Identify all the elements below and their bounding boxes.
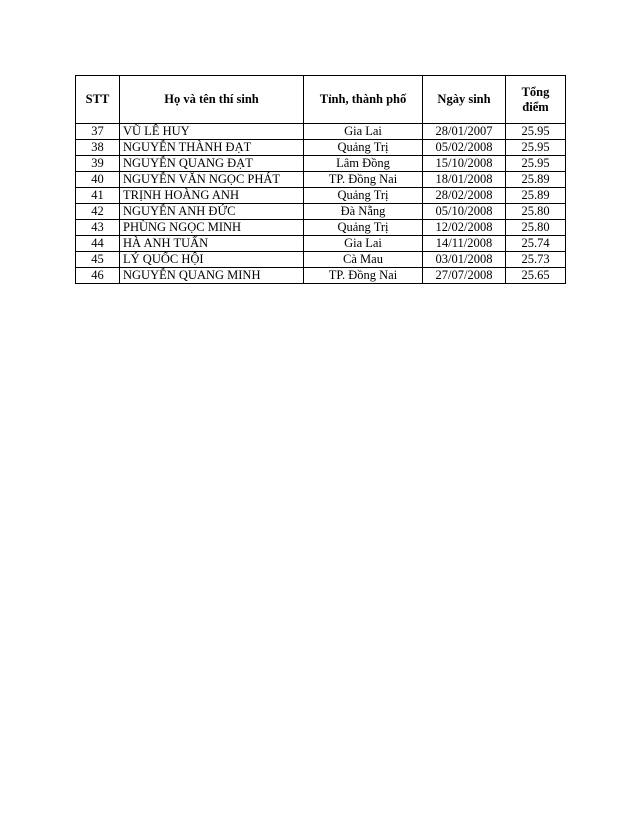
cell-name: NGUYỄN THÀNH ĐẠT <box>120 140 304 156</box>
cell-score: 25.73 <box>506 252 566 268</box>
cell-dob: 15/10/2008 <box>423 156 506 172</box>
table-row <box>76 140 566 156</box>
header-name: Họ và tên thí sinh <box>120 76 304 124</box>
cell-dob: 03/01/2008 <box>423 252 506 268</box>
header-score <box>506 76 566 124</box>
cell-dob: 05/10/2008 <box>423 204 506 220</box>
cell-score: 25.80 <box>506 204 566 220</box>
header-score-line1: Tổng <box>521 85 550 100</box>
cell-province: TP. Đồng Nai <box>304 268 423 284</box>
cell-dob: 28/02/2008 <box>423 188 506 204</box>
cell-province: Lâm Đồng <box>304 156 423 172</box>
cell-dob: 05/02/2008 <box>423 140 506 156</box>
cell-score: 25.89 <box>506 172 566 188</box>
table-body <box>76 124 566 284</box>
header-dob: Ngày sinh <box>423 76 506 124</box>
cell-stt: 40 <box>76 172 120 188</box>
table-row <box>76 172 566 188</box>
cell-stt: 37 <box>76 124 120 140</box>
table-row <box>76 156 566 172</box>
cell-province: Quảng Trị <box>304 220 423 236</box>
cell-dob: 12/02/2008 <box>423 220 506 236</box>
cell-name: LÝ QUỐC HỘI <box>120 252 304 268</box>
cell-name: NGUYỄN QUANG MINH <box>120 268 304 284</box>
table-row <box>76 204 566 220</box>
cell-stt: 45 <box>76 252 120 268</box>
cell-stt: 43 <box>76 220 120 236</box>
cell-province: TP. Đồng Nai <box>304 172 423 188</box>
table-row <box>76 236 566 252</box>
cell-score: 25.95 <box>506 156 566 172</box>
cell-name: NGUYỄN QUANG ĐẠT <box>120 156 304 172</box>
header-stt: STT <box>76 76 120 124</box>
table-row <box>76 188 566 204</box>
table-header <box>76 76 566 124</box>
cell-score: 25.95 <box>506 140 566 156</box>
header-row <box>76 76 566 124</box>
table-row <box>76 252 566 268</box>
cell-stt: 42 <box>76 204 120 220</box>
header-score-line2: điểm <box>522 99 549 114</box>
cell-province: Đà Nẵng <box>304 204 423 220</box>
cell-stt: 39 <box>76 156 120 172</box>
cell-name: HÀ ANH TUẤN <box>120 236 304 252</box>
cell-name: TRỊNH HOÀNG ANH <box>120 188 304 204</box>
cell-province: Gia Lai <box>304 236 423 252</box>
cell-stt: 46 <box>76 268 120 284</box>
cell-stt: 44 <box>76 236 120 252</box>
table-row <box>76 124 566 140</box>
cell-score: 25.74 <box>506 236 566 252</box>
cell-stt: 38 <box>76 140 120 156</box>
cell-score: 25.89 <box>506 188 566 204</box>
cell-province: Cà Mau <box>304 252 423 268</box>
cell-dob: 18/01/2008 <box>423 172 506 188</box>
cell-province: Quảng Trị <box>304 188 423 204</box>
cell-dob: 14/11/2008 <box>423 236 506 252</box>
table-row <box>76 268 566 284</box>
cell-name: NGUYỄN ANH ĐỨC <box>120 204 304 220</box>
cell-name: PHÙNG NGỌC MINH <box>120 220 304 236</box>
cell-dob: 28/01/2007 <box>423 124 506 140</box>
cell-province: Quảng Trị <box>304 140 423 156</box>
cell-name: VŨ LÊ HUY <box>120 124 304 140</box>
results-table <box>75 75 566 284</box>
cell-score: 25.65 <box>506 268 566 284</box>
cell-name: NGUYỄN VĂN NGỌC PHÁT <box>120 172 304 188</box>
cell-score: 25.95 <box>506 124 566 140</box>
cell-dob: 27/07/2008 <box>423 268 506 284</box>
cell-score: 25.80 <box>506 220 566 236</box>
table-row <box>76 220 566 236</box>
cell-province: Gia Lai <box>304 124 423 140</box>
header-province: Tỉnh, thành phố <box>304 76 423 124</box>
cell-stt: 41 <box>76 188 120 204</box>
